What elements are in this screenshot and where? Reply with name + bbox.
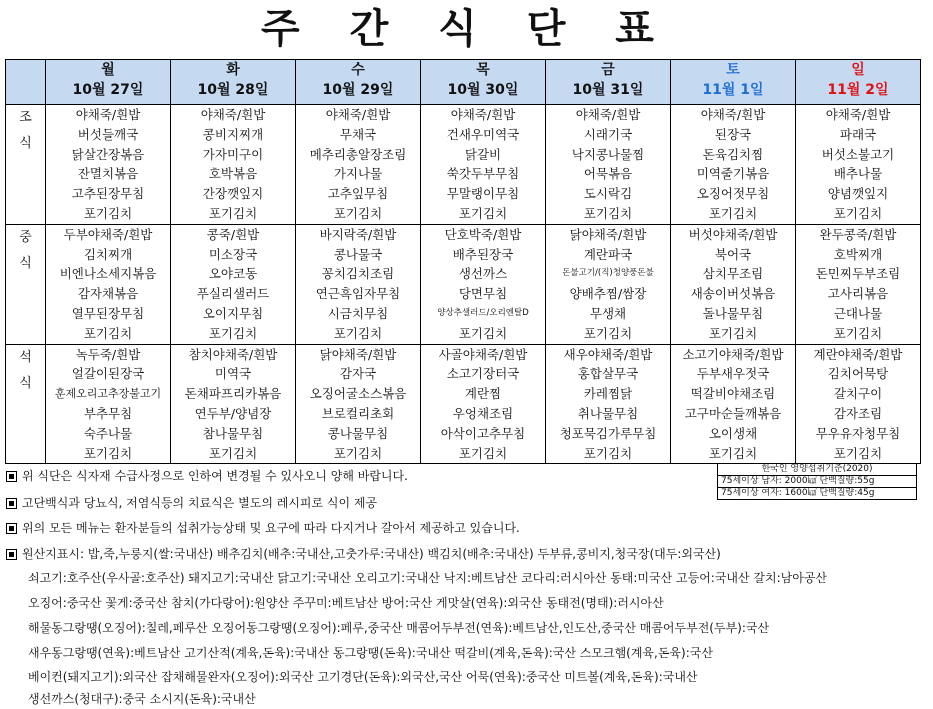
origin-line: 생선까스(청대구):중국 소시지(돈육):국내산 (28, 692, 256, 706)
menu-item: 배추된장국 (452, 246, 514, 262)
menu-item: 콩비지찌개 (202, 126, 264, 142)
menu-item: 무생채 (589, 305, 627, 321)
day-header-sunday (796, 60, 921, 105)
menu-item: 콩죽/흰밥 (206, 226, 260, 242)
menu-cell (171, 105, 296, 225)
menu-item: 야채죽/흰밥 (825, 107, 891, 122)
origin-line: 새우동그랑땡(연육):베트남산 고기산적(계육,돈육):국내산 동그랑땡(돈육):국내산 떡갈비(계육,돈육):국산 스모크햄(계육,돈육):국산 (28, 646, 713, 660)
day-header (46, 60, 171, 105)
menu-item: 닭갈비 (464, 146, 502, 162)
menu-item: 포기김치 (708, 445, 758, 461)
note-item: 원산지표시: 밥,죽,누룽지(쌀:국내산) 배추김치(배추:국내산,고춧가루:국내산) 백김치(배추:국내산) 두부류,콩비지,청국장(대두:외국산) (6, 545, 721, 562)
menu-item: 포기김치 (83, 205, 133, 221)
menu-item: 잔멸치볶음 (77, 166, 139, 182)
menu-item: 고사리볶음 (827, 286, 889, 302)
day-date: 10월 31일 (572, 82, 644, 98)
day-date: 10월 27일 (72, 82, 144, 98)
menu-item: 시래기국 (583, 126, 633, 142)
header-corner (6, 60, 46, 105)
day-date: 10월 29일 (322, 82, 394, 98)
menu-item: 녹두죽/흰밥 (75, 346, 141, 362)
menu-item: 야채죽/흰밥 (700, 107, 766, 122)
menu-cell (296, 344, 421, 464)
menu-item: 참나물무침 (202, 425, 264, 441)
menu-item: 버섯야채죽/흰밥 (688, 226, 778, 242)
menu-item: 열무된장무침 (71, 305, 145, 321)
menu-item: 고구마순들깨볶음 (684, 405, 782, 421)
day-name: 일 (851, 62, 865, 78)
menu-item: 버섯들깨국 (77, 126, 139, 142)
menu-cell (546, 105, 671, 225)
menu-item: 새우야채죽/흰밥 (563, 346, 653, 362)
menu-item: 콩나물무침 (327, 425, 389, 441)
menu-item: 건새우미역국 (446, 126, 520, 142)
menu-item: 두부새우젓국 (696, 366, 770, 382)
menu-item: 야채죽/흰밥 (325, 107, 391, 122)
menu-item: 카레찜닭 (583, 386, 633, 402)
menu-item: 오이지무침 (202, 305, 264, 321)
menu-item: 청포묵김가루무침 (559, 425, 657, 441)
menu-cell (671, 105, 796, 225)
day-header (171, 60, 296, 105)
square-bullet-icon (6, 471, 17, 482)
menu-item: 비엔나소세지볶음 (59, 266, 157, 282)
menu-cell (421, 224, 546, 344)
menu-item: 돈불고기/(직)청양풍돈불 (562, 268, 654, 279)
menu-item: 감자조림 (833, 405, 883, 421)
menu-item: 생선까스 (458, 266, 508, 282)
menu-item: 새송이버섯볶음 (690, 286, 776, 302)
menu-item: 오이생채 (708, 425, 758, 441)
menu-item: 홍합살무국 (577, 366, 639, 382)
menu-item: 포기김치 (833, 445, 883, 461)
menu-item: 푸실리샐러드 (196, 286, 270, 302)
menu-item: 취나물무침 (577, 405, 639, 421)
menu-item: 감자국 (339, 366, 377, 382)
menu-item: 포기김치 (83, 325, 133, 341)
square-bullet-icon (6, 498, 17, 509)
nutrition-row: 75세이상 남자: 2000㎉ 단백질량:55g (718, 476, 916, 488)
menu-item: 오야코동 (208, 266, 258, 282)
menu-item: 고추된장무침 (71, 186, 145, 202)
menu-item: 무채국 (339, 126, 377, 142)
meal-label: 중 식 (6, 224, 46, 344)
menu-item: 콩나물국 (333, 246, 383, 262)
meal-label: 조 식 (6, 105, 46, 225)
menu-item: 갈치구이 (833, 386, 883, 402)
menu-item: 포기김치 (458, 205, 508, 221)
menu-item: 된장국 (714, 126, 752, 142)
menu-item: 쑥갓두부무침 (446, 166, 520, 182)
menu-item: 두부야채죽/흰밥 (63, 226, 153, 242)
day-header (421, 60, 546, 105)
menu-item: 배추나물 (833, 166, 883, 182)
table-header-row (6, 60, 921, 105)
menu-item: 양배추찜/쌈장 (569, 286, 647, 302)
nutrition-title: 한국인 영양섭취기준(2020) (718, 464, 916, 476)
menu-item: 포기김치 (708, 325, 758, 341)
menu-item: 파래국 (839, 126, 877, 142)
menu-item: 양상추샐러드/오리엔탈D (437, 307, 529, 318)
menu-item: 연두부/양념장 (194, 405, 272, 421)
menu-item: 감자채볶음 (77, 286, 139, 302)
day-date: 10월 30일 (447, 82, 519, 98)
menu-item: 포기김치 (208, 445, 258, 461)
day-date: 10월 28일 (197, 82, 269, 98)
menu-item: 훈제오리고추장불고기 (54, 387, 162, 401)
menu-item: 계란찜 (464, 386, 502, 402)
menu-item: 고추잎무침 (327, 186, 389, 202)
menu-item: 김치찌개 (83, 246, 133, 262)
menu-item: 무말랭이무침 (446, 186, 520, 202)
menu-item: 포기김치 (83, 445, 133, 461)
square-bullet-icon (6, 549, 17, 560)
menu-item: 시금치무침 (327, 305, 389, 321)
menu-item: 야채죽/흰밥 (575, 107, 641, 122)
menu-item: 포기김치 (333, 445, 383, 461)
day-name: 토 (726, 62, 740, 78)
menu-item: 가자미구이 (202, 146, 264, 162)
menu-item: 미소장국 (208, 246, 258, 262)
menu-item: 삼치무조림 (702, 266, 764, 282)
menu-cell (296, 105, 421, 225)
menu-item: 포기김치 (833, 205, 883, 221)
page-title: 주 간 식 단 표 (261, 6, 672, 52)
menu-item: 간장깻잎지 (202, 186, 264, 202)
menu-item: 가지나물 (333, 166, 383, 182)
meal-row (6, 344, 921, 464)
menu-cell (46, 105, 171, 225)
menu-item: 호박찌개 (833, 246, 883, 262)
day-name: 수 (351, 62, 365, 78)
meal-row (6, 224, 921, 344)
menu-item: 미역국 (214, 366, 252, 382)
menu-cell (171, 344, 296, 464)
menu-item: 김치어묵탕 (827, 366, 889, 382)
menu-item: 단호박죽/흰밥 (444, 226, 522, 242)
menu-item: 돈채파프리카볶음 (184, 386, 282, 402)
menu-item: 포기김치 (458, 325, 508, 341)
menu-item: 호박볶음 (208, 166, 258, 182)
day-header (296, 60, 421, 105)
day-name: 금 (601, 62, 615, 78)
menu-item: 닭야채죽/흰밥 (319, 346, 397, 362)
menu-item: 포기김치 (208, 205, 258, 221)
day-date: 11월 2일 (827, 82, 889, 98)
menu-item: 양념깻잎지 (827, 186, 889, 202)
menu-item: 브로컬리초회 (321, 405, 395, 421)
menu-item: 꽁치김치조림 (321, 266, 395, 282)
menu-item: 포기김치 (208, 325, 258, 341)
menu-cell (296, 224, 421, 344)
menu-item: 오징어굴소스볶음 (309, 386, 407, 402)
note-item: 위의 모든 메뉴는 환자분들의 섭취가능상태 및 요구에 따라 다지거나 갈아서 제공하고 있습니다. (6, 519, 520, 536)
meal-label: 석 식 (6, 344, 46, 464)
menu-item: 닭야채죽/흰밥 (569, 226, 647, 242)
menu-item: 낙지콩나물찜 (571, 146, 645, 162)
day-name: 화 (226, 62, 240, 78)
menu-item: 소고기장터국 (446, 366, 520, 382)
day-date: 11월 1일 (702, 82, 764, 98)
day-header (546, 60, 671, 105)
menu-cell (46, 344, 171, 464)
menu-item: 오징어젓무침 (696, 186, 770, 202)
menu-item: 포기김치 (333, 325, 383, 341)
menu-item: 어묵볶음 (583, 166, 633, 182)
menu-cell (421, 105, 546, 225)
menu-item: 아삭이고추무침 (440, 425, 526, 441)
menu-item: 포기김치 (333, 205, 383, 221)
menu-item: 포기김치 (708, 205, 758, 221)
origin-line: 베이컨(돼지고기):외국산 잡채해물완자(오징어):외국산 고기경단(돈육):외국산,국산 어묵(연육):중국산 미트볼(계육,돈육):국내산 (28, 670, 698, 684)
menu-cell (796, 105, 921, 225)
menu-item: 계란야채죽/흰밥 (813, 346, 903, 362)
menu-item: 포기김치 (583, 445, 633, 461)
menu-item: 숙주나물 (83, 425, 133, 441)
menu-item: 얼갈이된장국 (71, 366, 145, 382)
menu-item: 소고기야채죽/흰밥 (682, 346, 784, 362)
menu-item: 버섯소불고기 (821, 146, 895, 162)
menu-cell (546, 344, 671, 464)
menu-item: 미역줄기볶음 (696, 166, 770, 182)
origin-line: 오징어:중국산 꽃게:중국산 참치(가다랑어):원양산 주꾸미:베트남산 방어:국산 게맛살(연육):외국산 동태전(명태):러시아산 (28, 596, 664, 610)
square-bullet-icon (6, 523, 17, 534)
note-item: 위 식단은 식자재 수급사정으로 인하여 변경될 수 있사오니 양해 바랍니다. (6, 467, 408, 484)
menu-item: 야채죽/흰밥 (450, 107, 516, 122)
menu-item: 도시락김 (583, 186, 633, 202)
note-item: 고단백식과 당뇨식, 저염식등의 치료식은 별도의 레시피로 식이 제공 (6, 494, 377, 511)
menu-cell (796, 344, 921, 464)
weekly-menu-table (5, 59, 921, 464)
menu-item: 완두콩죽/흰밥 (819, 226, 897, 242)
menu-item: 닭살간장볶음 (71, 146, 145, 162)
day-name: 목 (476, 62, 490, 78)
menu-item: 포기김치 (833, 325, 883, 341)
menu-cell (46, 224, 171, 344)
menu-item: 북어국 (714, 246, 752, 262)
menu-cell (671, 224, 796, 344)
menu-item: 메추리총알장조림 (309, 146, 407, 162)
nutrition-standard-box (717, 463, 917, 500)
menu-cell (671, 344, 796, 464)
day-header-saturday (671, 60, 796, 105)
menu-item: 돌나물무침 (702, 305, 764, 321)
menu-cell (546, 224, 671, 344)
day-name: 월 (101, 62, 115, 78)
menu-item: 계란파국 (583, 246, 633, 262)
nutrition-row: 75세이상 여자: 1600㎉ 단백질량:45g (721, 488, 875, 498)
menu-item: 포기김치 (458, 445, 508, 461)
meal-row (6, 105, 921, 225)
origin-line: 쇠고기:호주산(우사골:호주산) 돼지고기:국내산 닭고기:국내산 오리고기:국내산 낙지:베트남산 코다리:러시아산 동태:미국산 고등어:국내산 갈치:남아공산 (28, 571, 828, 585)
menu-item: 무우유자청무침 (815, 425, 901, 441)
menu-item: 포기김치 (583, 325, 633, 341)
menu-cell (171, 224, 296, 344)
menu-item: 부추무침 (83, 405, 133, 421)
menu-item: 우엉채조림 (452, 405, 514, 421)
menu-item: 사골야채죽/흰밥 (438, 346, 528, 362)
menu-item: 근대나물 (833, 305, 883, 321)
menu-cell (796, 224, 921, 344)
menu-item: 바지락죽/흰밥 (319, 226, 397, 242)
menu-item: 야채죽/흰밥 (200, 107, 266, 122)
menu-item: 돈육김치찜 (702, 146, 764, 162)
menu-item: 참치야채죽/흰밥 (188, 346, 278, 362)
origin-line: 해물동그랑땡(오징어):칠레,페루산 오징어동그랑땡(오징어):페루,중국산 매콤어두부전(연육):베트남산,인도산,중국산 매콤어두부전(두부):국산 (28, 621, 770, 635)
menu-item: 연근흑임자무침 (315, 286, 401, 302)
menu-item: 떡갈비야채조림 (690, 386, 776, 402)
menu-item: 포기김치 (583, 205, 633, 221)
menu-item: 돈민찌두부조림 (815, 266, 901, 282)
menu-item: 야채죽/흰밥 (75, 107, 141, 122)
menu-item: 당면무침 (458, 286, 508, 302)
menu-cell (421, 344, 546, 464)
